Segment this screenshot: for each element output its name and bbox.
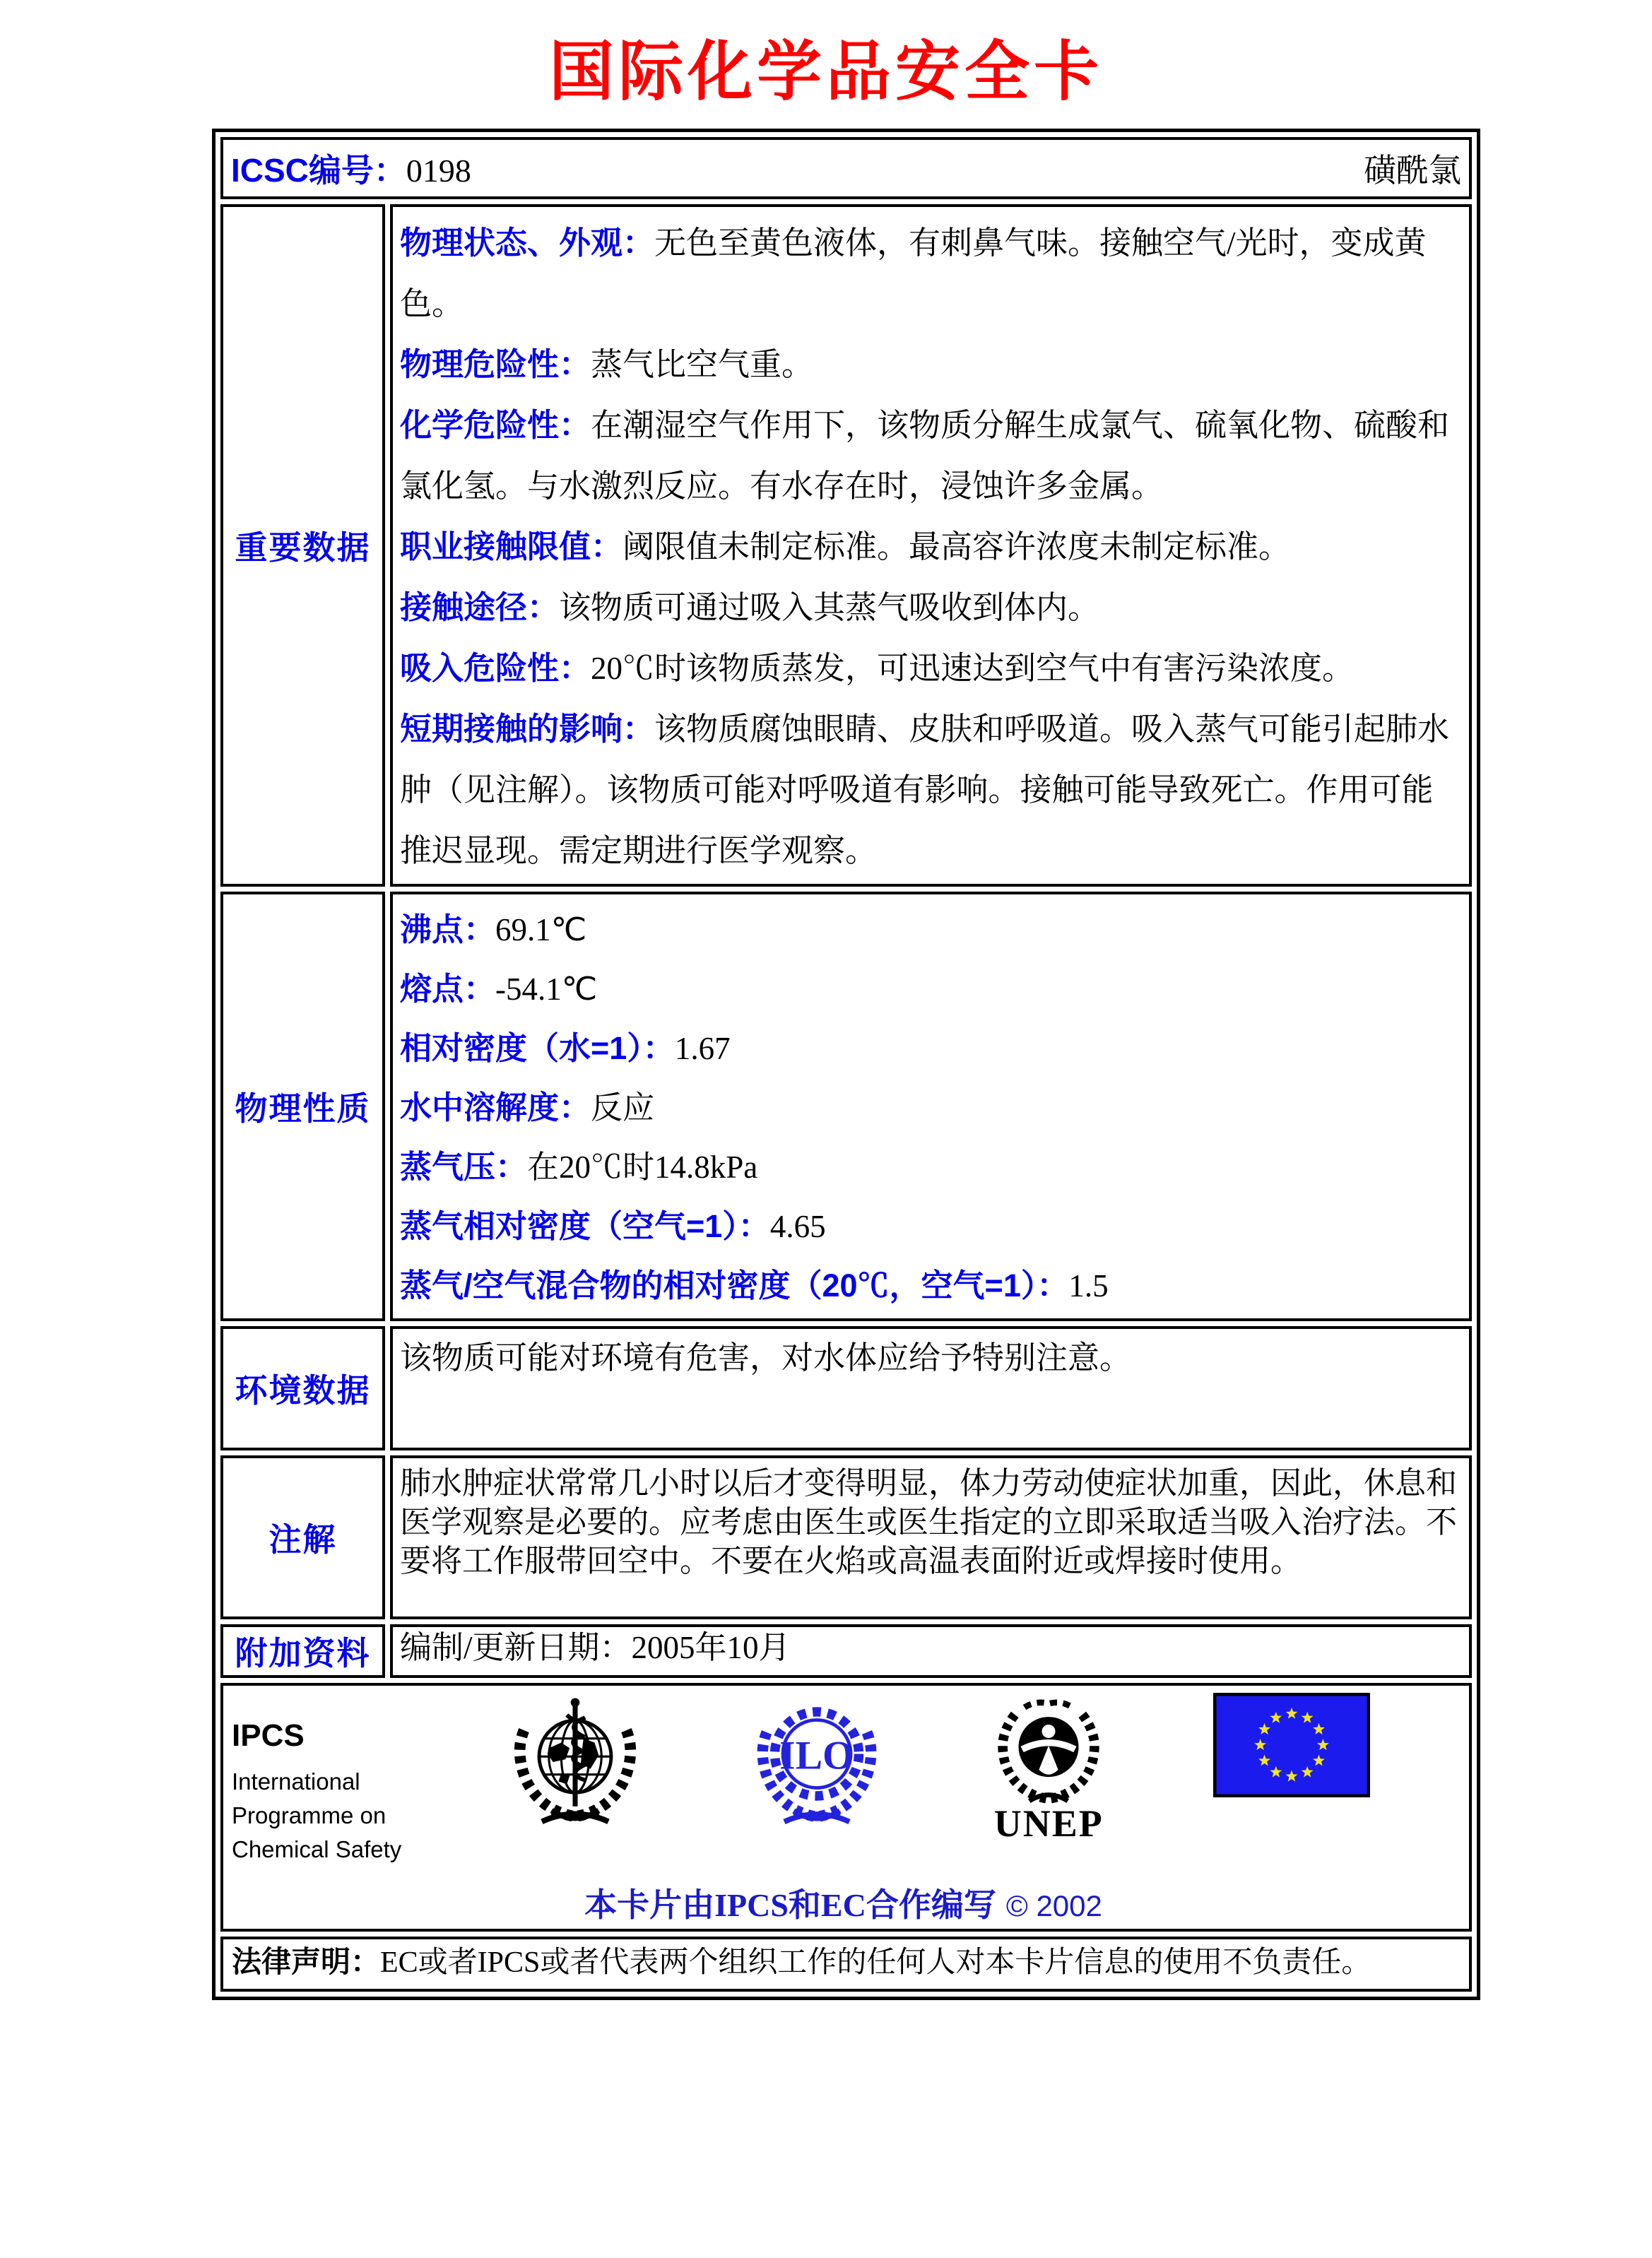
item-text: 1.5 bbox=[1068, 1268, 1109, 1304]
ipcs-line: Programme on bbox=[232, 1802, 387, 1828]
header-row-cell bbox=[220, 137, 1472, 199]
eu-flag-icon bbox=[1213, 1693, 1370, 1797]
table-row bbox=[220, 892, 1472, 1321]
card-table bbox=[212, 129, 1480, 2000]
table-row bbox=[220, 1683, 1472, 1932]
ipcs-line: International bbox=[232, 1768, 360, 1795]
who-logo-icon bbox=[506, 1693, 644, 1831]
item-text: 该物质腐蚀眼睛、皮肤和呼吸道。吸入蒸气可能引起肺水肿（见注解）。该物质可能对呼吸道有影响。接触可能导致死亡。作用可能推迟显现。需定期进行医学观察。 bbox=[400, 711, 1450, 868]
item-text: 蒸气比空气重。 bbox=[591, 347, 814, 382]
item-text: 1.67 bbox=[674, 1031, 731, 1066]
legal-label: 法律声明： bbox=[232, 1945, 381, 1978]
ilo-letters: ILO bbox=[779, 1733, 854, 1778]
item-text: 该物质可通过吸入其蒸气吸收到体内。 bbox=[559, 590, 1100, 625]
unep-letters: UNEP bbox=[993, 1802, 1104, 1845]
item-label: 蒸气/空气混合物的相对密度（20℃，空气=1）： bbox=[400, 1267, 1069, 1304]
item-label: 熔点： bbox=[400, 971, 496, 1007]
item-text: -54.1℃ bbox=[495, 971, 598, 1007]
icsc-number-value: 0198 bbox=[406, 153, 471, 189]
physical-property-item bbox=[400, 1019, 1458, 1078]
section-label-physical-properties: 物理性质 bbox=[220, 892, 385, 1321]
important-data-item bbox=[400, 638, 1458, 699]
table-row bbox=[220, 137, 1472, 199]
important-data-item bbox=[400, 699, 1458, 881]
item-text: 阈限值未制定标准。最高容许浓度未制定标准。 bbox=[623, 529, 1291, 564]
physical-property-item bbox=[400, 900, 1458, 959]
legal-text: EC或者IPCS或者代表两个组织工作的任何人对本卡片信息的使用不负责任。 bbox=[380, 1946, 1371, 1979]
important-data-item bbox=[400, 516, 1458, 577]
chemical-name: 磺酰氯 bbox=[1364, 153, 1461, 189]
section-label-additional-info: 附加资料 bbox=[220, 1624, 385, 1678]
section-label-important-data: 重要数据 bbox=[220, 204, 385, 887]
caption-year: © 2002 bbox=[1005, 1889, 1102, 1922]
item-label: 沸点： bbox=[400, 911, 496, 947]
item-label: 吸入危险性： bbox=[400, 650, 591, 686]
item-text: 在20℃时14.8kPa bbox=[527, 1149, 758, 1185]
table-row bbox=[220, 1937, 1472, 1992]
ipcs-acronym: IPCS bbox=[232, 1718, 305, 1753]
item-label: 化学危险性： bbox=[400, 407, 591, 443]
item-text: 4.65 bbox=[769, 1209, 826, 1244]
item-label: 职业接触限值： bbox=[400, 528, 623, 564]
important-data-item bbox=[400, 395, 1458, 516]
physical-property-item bbox=[400, 1078, 1458, 1137]
environmental-data-text: 该物质可能对环境有危害，对水体应给予特别注意。 bbox=[400, 1340, 1132, 1376]
important-data-content bbox=[390, 204, 1472, 887]
physical-properties-content bbox=[390, 892, 1472, 1321]
page-title: 国际化学品安全卡 bbox=[548, 33, 1103, 110]
physical-property-item bbox=[400, 1256, 1458, 1316]
item-label: 蒸气相对密度（空气=1）： bbox=[400, 1208, 770, 1244]
cooperation-caption bbox=[232, 1879, 1455, 1926]
physical-property-item bbox=[400, 959, 1458, 1019]
item-label: 接触途径： bbox=[400, 589, 560, 625]
table-row bbox=[220, 1455, 1472, 1619]
item-label: 蒸气压： bbox=[400, 1149, 528, 1185]
notes-text: 肺水肿症状常常几小时以后才变得明显，体力劳动使症状加重，因此，休息和医学观察是必要的。应考虑由医生或医生指定的立即采取适当吸入治疗法。不要将工作服带回空中。不要在火焰或高温表面附近或焊接时使用。 bbox=[400, 1466, 1457, 1578]
table-row bbox=[220, 1624, 1472, 1678]
item-label: 物理危险性： bbox=[400, 346, 591, 382]
unep-logo-icon bbox=[989, 1693, 1109, 1806]
physical-property-item bbox=[400, 1197, 1458, 1256]
important-data-item bbox=[400, 213, 1458, 334]
unep-logo bbox=[989, 1693, 1109, 1845]
item-text: 反应 bbox=[591, 1090, 655, 1125]
table-row bbox=[220, 1326, 1472, 1450]
logos-row bbox=[220, 1683, 1472, 1932]
item-label: 物理状态、外观： bbox=[400, 225, 655, 261]
ilo-logo-icon bbox=[749, 1693, 885, 1831]
item-text: 无色至黄色液体，有刺鼻气味。接触空气/光时，变成黄色。 bbox=[400, 225, 1427, 321]
environmental-data-content bbox=[390, 1326, 1472, 1450]
notes-content bbox=[390, 1455, 1472, 1619]
section-label-notes: 注解 bbox=[220, 1455, 385, 1619]
item-label: 水中溶解度： bbox=[400, 1089, 591, 1125]
ipcs-line: Chemical Safety bbox=[232, 1836, 402, 1862]
item-text: 69.1℃ bbox=[495, 912, 587, 947]
item-text: 在潮湿空气作用下，该物质分解生成氯气、硫氧化物、硫酸和氯化氢。与水激烈反应。有水存在时，浸蚀许多金属。 bbox=[400, 408, 1450, 504]
legal-row bbox=[220, 1937, 1472, 1992]
physical-property-item bbox=[400, 1137, 1458, 1197]
prepared-date-label: 编制/更新日期： bbox=[400, 1630, 632, 1665]
caption-text: 本卡片由IPCS和EC合作编写 bbox=[584, 1887, 996, 1923]
important-data-item bbox=[400, 334, 1458, 395]
additional-info-content bbox=[390, 1624, 1472, 1678]
table-row bbox=[220, 204, 1472, 887]
prepared-date-value: 2005年10月 bbox=[631, 1630, 791, 1665]
item-label: 短期接触的影响： bbox=[400, 711, 655, 747]
icsc-number-label: ICSC编号： bbox=[231, 152, 406, 189]
important-data-item bbox=[400, 577, 1458, 638]
ipcs-text-block bbox=[232, 1693, 401, 1867]
icsc-number-group bbox=[231, 145, 471, 191]
item-text: 20℃时该物质蒸发，可迅速达到空气中有害污染浓度。 bbox=[591, 651, 1355, 686]
section-label-environmental-data: 环境数据 bbox=[220, 1326, 385, 1450]
item-label: 相对密度（水=1）： bbox=[400, 1030, 675, 1066]
